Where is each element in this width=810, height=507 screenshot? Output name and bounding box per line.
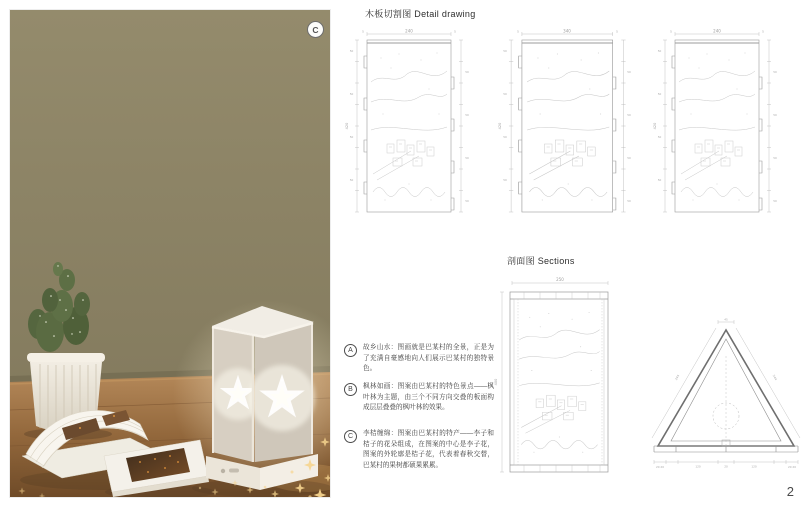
annotation-a — [344, 343, 494, 375]
svg-text:50: 50 — [627, 113, 631, 117]
svg-text:50: 50 — [657, 92, 662, 96]
svg-text:50: 50 — [465, 113, 469, 117]
detail-drawing-3 — [651, 26, 783, 226]
svg-text:50: 50 — [465, 156, 469, 160]
annotation-b-text: 枫林如画：图案由巴某村的特色景点——枫叶林为主题，由三个不同方向交叠的板面构成层层叠叠的枫叶林的效果。 — [363, 383, 494, 412]
dim-width: 340 — [563, 28, 571, 34]
svg-text:50: 50 — [349, 49, 354, 53]
svg-text:50: 50 — [657, 49, 662, 53]
photo-scene — [10, 10, 330, 497]
svg-text:120: 120 — [695, 464, 701, 469]
svg-text:20 20: 20 20 — [787, 465, 797, 469]
svg-text:5: 5 — [616, 29, 618, 34]
svg-text:120: 120 — [751, 464, 757, 469]
svg-text:50: 50 — [627, 156, 631, 160]
dim-height: 420 — [498, 122, 502, 130]
annotation-c-text: 李桔缠绵：图案由巴某村的特产——李子和桔子的花朵组成，在图案的中心是李子花，图案的外轮廓是桔子花，代表着春秋交替，巴某村的果树都硕果累累。 — [363, 430, 494, 469]
lamp-port — [229, 469, 239, 473]
svg-text:50: 50 — [503, 178, 507, 182]
annotation-c — [344, 429, 494, 471]
svg-text:5: 5 — [362, 29, 364, 34]
detail-drawing-2 — [496, 26, 638, 226]
svg-text:5: 5 — [454, 29, 456, 34]
dim-width: 250 — [556, 277, 564, 282]
detail-drawing-title: 木板切割图 Detail drawing — [365, 9, 476, 19]
svg-text:50: 50 — [349, 178, 354, 182]
plan-section-drawing — [650, 316, 802, 476]
dim-apex: 45 — [724, 317, 728, 322]
dim-width: 240 — [405, 28, 413, 34]
annotation-b — [344, 382, 494, 414]
annotation-c-marker: C — [344, 430, 357, 443]
product-photo — [10, 10, 330, 497]
svg-text:50: 50 — [773, 113, 777, 117]
dim-side-right: 244 — [771, 374, 779, 381]
svg-text:50: 50 — [773, 70, 777, 74]
svg-text:50: 50 — [349, 135, 354, 139]
svg-text:50: 50 — [465, 70, 469, 74]
svg-text:50: 50 — [657, 178, 662, 182]
svg-text:5: 5 — [762, 29, 764, 34]
lamp-power-button[interactable] — [221, 469, 225, 473]
detail-drawing-1 — [343, 26, 475, 226]
dim-height: 420 — [653, 122, 657, 130]
annotation-b-marker: B — [344, 383, 357, 396]
svg-text:5: 5 — [517, 29, 519, 34]
svg-text:50: 50 — [627, 70, 631, 74]
svg-text:20 20: 20 20 — [655, 465, 665, 469]
copyright-badge — [307, 21, 324, 38]
svg-text:50: 50 — [503, 92, 507, 96]
svg-text:50: 50 — [773, 199, 777, 203]
dim-width: 240 — [713, 28, 721, 34]
svg-text:50: 50 — [465, 199, 469, 203]
dim-height: 400 — [494, 378, 498, 386]
svg-text:5: 5 — [670, 29, 672, 34]
svg-text:20: 20 — [724, 464, 728, 469]
svg-text:50: 50 — [657, 135, 662, 139]
sections-title: 剖面图 Sections — [507, 256, 575, 266]
annotation-a-text: 故乡山水：图画就是巴某村的全景，正是为了充满自豪感地向人们展示巴某村的独特景色。 — [363, 344, 494, 373]
page-number: 2 — [786, 484, 794, 499]
svg-text:50: 50 — [503, 49, 507, 53]
svg-text:50: 50 — [503, 135, 507, 139]
dim-side-left: 244 — [673, 374, 681, 381]
svg-text:50: 50 — [773, 156, 777, 160]
annotation-a-marker: A — [344, 344, 357, 357]
front-section-drawing — [492, 274, 627, 486]
dim-height: 420 — [345, 122, 349, 130]
svg-text:50: 50 — [627, 199, 631, 203]
svg-text:50: 50 — [349, 92, 354, 96]
badge-letter: C — [312, 24, 319, 35]
